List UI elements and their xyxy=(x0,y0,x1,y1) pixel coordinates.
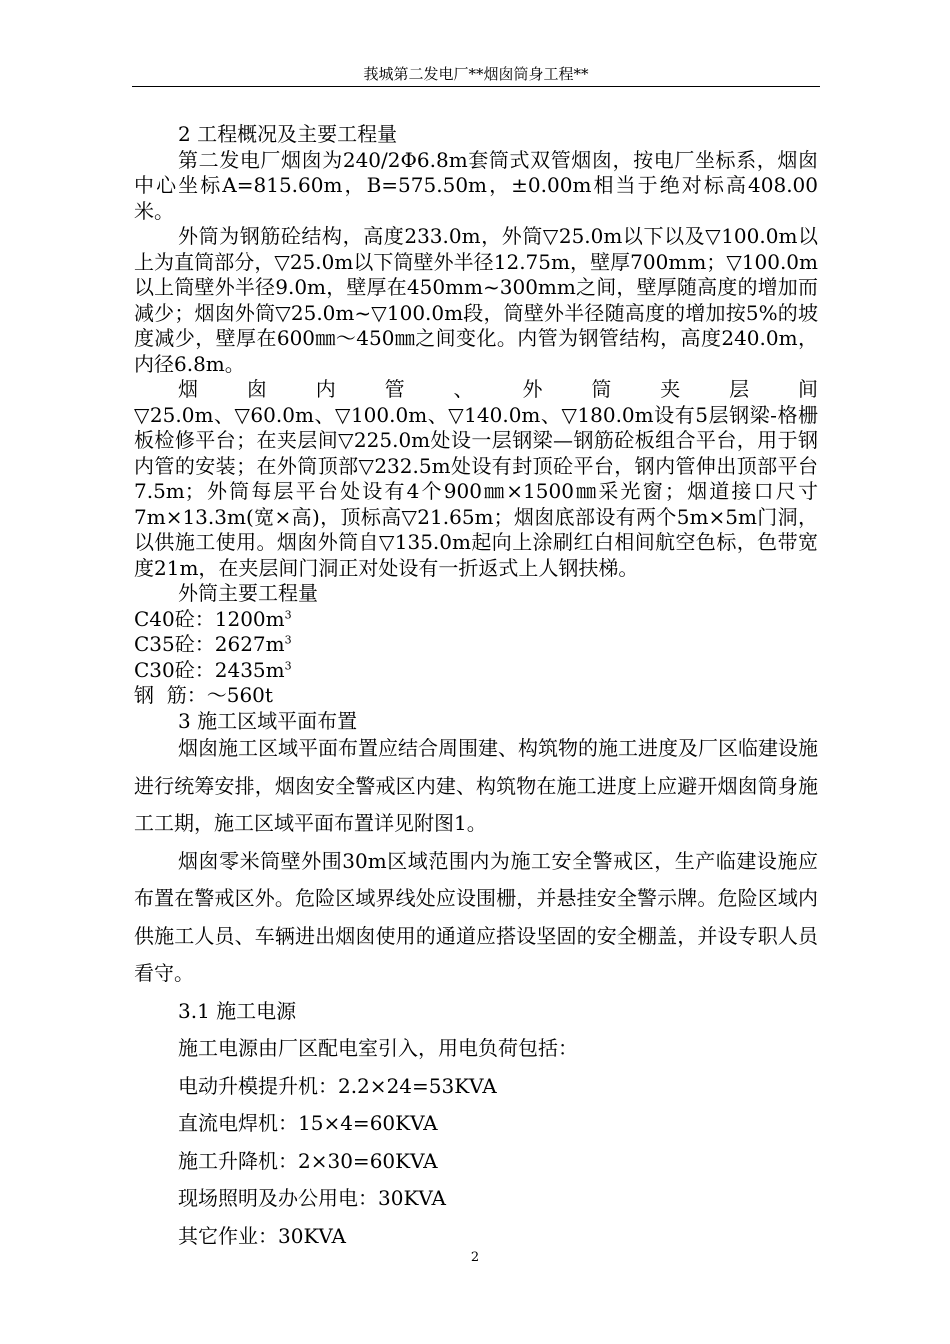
section-3-paragraph-2: 烟囱零米筒壁外围30m区域范围内为施工安全警戒区，生产临建设施应布置在警戒区外。危险区域界线处应设围栅，并悬挂安全警示牌。危险区域内供施工人员、车辆进出烟囱使用的通道应搭设坚固的安全棚盖，并设专职人员看守。 xyxy=(134,848,818,985)
section-2-paragraph-1: 第二发电厂烟囱为240/2Φ6.8m套筒式双管烟囱，按电厂坐标系，烟囱中心坐标A=815.60m，B=575.50m，±0.00m相当于绝对标高408.00米。 xyxy=(134,147,818,223)
power-load-item: 施工升降机：2×30=60KVA xyxy=(178,1148,438,1173)
section-3-1-heading: 3.1 施工电源 xyxy=(178,998,297,1023)
quantity-label: C30砼：2435m xyxy=(134,657,285,682)
quantity-item xyxy=(134,658,818,684)
power-load-item: 电动升模提升机：2.2×24=53KVA xyxy=(178,1073,497,1098)
page-number: 2 xyxy=(470,1250,480,1265)
quantity-item xyxy=(134,607,818,633)
quantity-label: C40砼：1200m xyxy=(134,606,285,631)
quantity-unit-exponent: 3 xyxy=(284,607,292,621)
section-3-paragraph-1: 烟囱施工区域平面布置应结合周围建、构筑物的施工进度及厂区临建设施进行统筹安排，烟囱安全警戒区内建、构筑物在施工进度上应避开烟囱筒身施工工期，施工区域平面布置详见附图1。 xyxy=(134,736,818,835)
power-load-item: 直流电焊机：15×4=60KVA xyxy=(178,1111,438,1135)
quantities-title: 外筒主要工程量 xyxy=(178,581,318,605)
quantity-unit-exponent: 3 xyxy=(284,658,292,672)
power-load-item: 其它作业：30KVA xyxy=(178,1223,346,1248)
section-2-paragraph-2: 外筒为钢筋砼结构，高度233.0m，外筒▽25.0m以下以及▽100.0m以上为直筒部分，▽25.0m以下筒壁外半径12.75m，壁厚700mm；▽100.0m以上筒壁外半径9.0m，壁厚在450mm~300mm之间，壁厚随高度的增加而减少；烟囱外筒▽25.0m~▽100.0m段，筒壁外半径随高度的增加按5%的坡度减少，壁厚在600㎜～450㎜之间变化。内管为钢管结构，高度240.0m，内径6.8m。 xyxy=(134,224,818,376)
document-body xyxy=(134,122,818,1255)
section-2-paragraph-3-line-1: 烟囱内管、外筒夹层间 xyxy=(178,377,818,401)
quantity-label: 钢 筋：～560t xyxy=(134,683,273,707)
power-intro: 施工电源由厂区配电室引入，用电负荷包括： xyxy=(178,1036,578,1060)
page-header: 莪城第二发电厂**烟囱筒身工程** xyxy=(363,65,589,83)
quantity-item xyxy=(134,632,818,658)
quantity-label: C35砼：2627m xyxy=(134,632,285,656)
quantity-item xyxy=(134,683,818,709)
section-2-heading: 2 工程概况及主要工程量 xyxy=(178,122,398,146)
quantity-unit-exponent: 3 xyxy=(284,633,292,647)
header-divider xyxy=(132,86,820,87)
section-3-heading: 3 施工区域平面布置 xyxy=(178,708,358,733)
power-load-item: 现场照明及办公用电：30KVA xyxy=(178,1186,446,1210)
section-2-paragraph-3-body: ▽25.0m、▽60.0m、▽100.0m、▽140.0m、▽180.0m设有5层钢梁-格栅板检修平台；在夹层间▽225.0m处设一层钢梁—钢筋砼板组合平台，用于钢内管的安装；在外筒顶部▽232.5m处设有封顶砼平台，钢内管伸出顶部平台7.5m；外筒每层平台处设有4个900㎜×1500㎜采光窗；烟道接口尺寸7m×13.3m(宽×高)，顶标高▽21.65m；烟囱底部设有两个5m×5m门洞，以供施工使用。烟囱外筒自▽135.0m起向上涂刷红白相间航空色标，色带宽度21m，在夹层间门洞正对处设有一折返式上人钢扶梯。 xyxy=(134,402,818,580)
